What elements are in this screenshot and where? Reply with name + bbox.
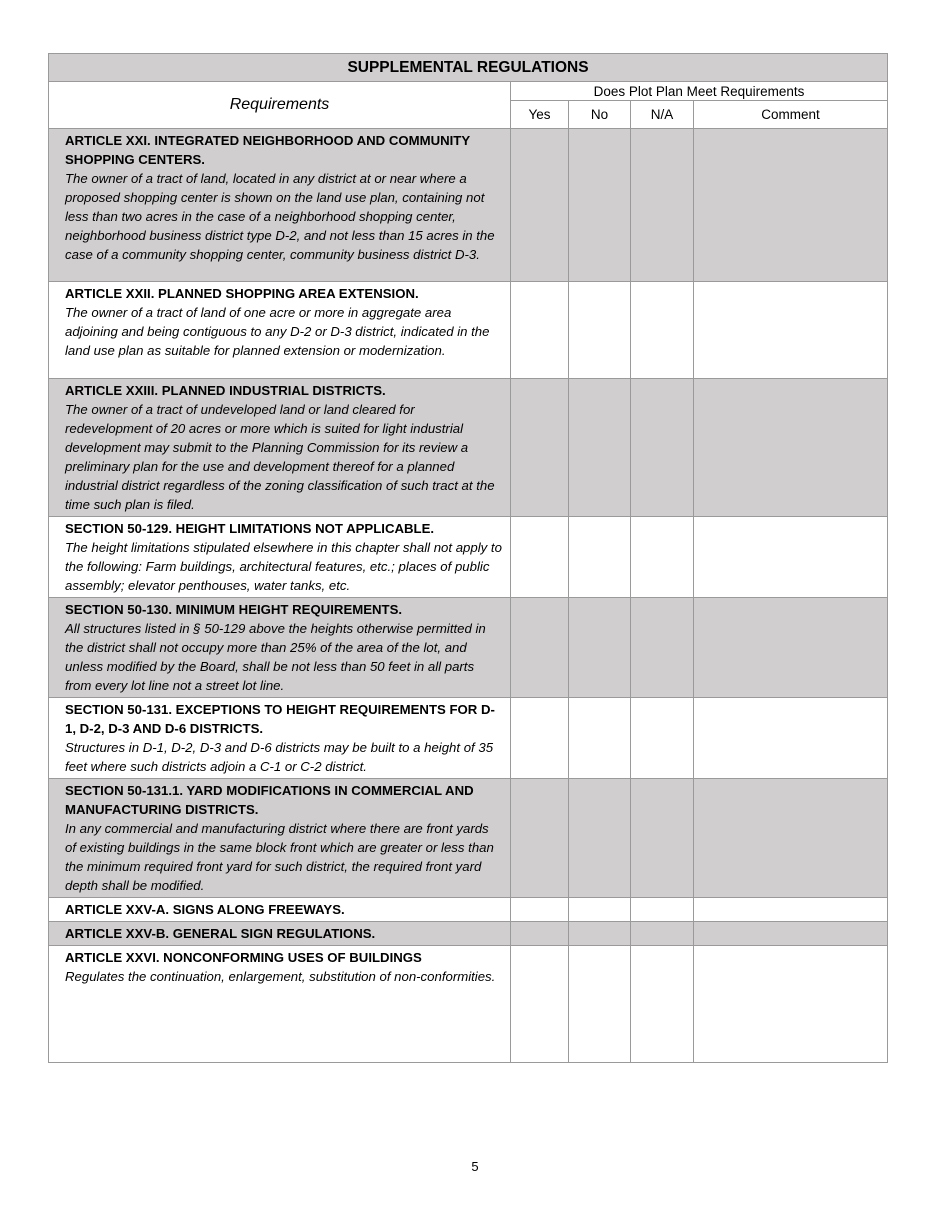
na-cell[interactable] (631, 517, 694, 598)
na-cell[interactable] (631, 698, 694, 779)
table-row (49, 379, 888, 517)
comment-column-header: Comment (694, 101, 888, 129)
table-row (49, 698, 888, 779)
requirement-cell (49, 379, 511, 517)
requirement-body: The owner of a tract of land, located in any district at or near where a proposed shopping center is shown on the land use plan, containing not less than two acres in the case of a neighborhood shopping center, neighborhood business district type D-2, and not less than 15 acres in the case of a community shopping center, community business district D-3. (65, 171, 495, 262)
comment-cell[interactable] (694, 898, 888, 922)
table-row (49, 282, 888, 379)
yes-cell[interactable] (511, 779, 569, 898)
na-cell[interactable] (631, 129, 694, 282)
requirement-cell (49, 598, 511, 698)
requirement-heading: SECTION 50-131.1. YARD MODIFICATIONS IN COMMERCIAL AND MANUFACTURING DISTRICTS. (65, 783, 474, 817)
requirement-heading: ARTICLE XXI. INTEGRATED NEIGHBORHOOD AND COMMUNITY SHOPPING CENTERS. (65, 133, 470, 167)
na-cell[interactable] (631, 598, 694, 698)
no-cell[interactable] (569, 779, 631, 898)
no-cell[interactable] (569, 598, 631, 698)
requirement-cell (49, 698, 511, 779)
requirement-body: The owner of a tract of land of one acre or more in aggregate area adjoining and being contiguous to any D-2 or D-3 district, indicated in the land use plan as suitable for planned extension or modernization. (65, 305, 490, 358)
yes-cell[interactable] (511, 922, 569, 946)
requirement-cell (49, 898, 511, 922)
comment-cell[interactable] (694, 282, 888, 379)
na-cell[interactable] (631, 946, 694, 1063)
comment-cell[interactable] (694, 698, 888, 779)
table-title: SUPPLEMENTAL REGULATIONS (49, 54, 888, 82)
comment-cell[interactable] (694, 517, 888, 598)
no-cell[interactable] (569, 379, 631, 517)
table-row (49, 779, 888, 898)
requirements-header: Requirements (49, 82, 511, 129)
comment-cell[interactable] (694, 946, 888, 1063)
comment-cell[interactable] (694, 379, 888, 517)
yes-cell[interactable] (511, 898, 569, 922)
requirement-cell (49, 517, 511, 598)
yes-cell[interactable] (511, 698, 569, 779)
requirement-heading: SECTION 50-129. HEIGHT LIMITATIONS NOT APPLICABLE. (65, 521, 435, 536)
requirement-cell (49, 922, 511, 946)
supplemental-regulations-table (48, 53, 888, 1063)
requirement-body: The owner of a tract of undeveloped land or land cleared for redevelopment of 20 acres or more which is suited for light industrial development may submit to the Planning Commission for its review a preliminary plan for the use and development thereof for a planned industrial district regardless of the zoning classification of such tract at the time such plan is filed. (65, 402, 495, 512)
yes-cell[interactable] (511, 282, 569, 379)
na-cell[interactable] (631, 898, 694, 922)
requirement-heading: ARTICLE XXIII. PLANNED INDUSTRIAL DISTRICTS. (65, 383, 386, 398)
table-row (49, 517, 888, 598)
na-cell[interactable] (631, 779, 694, 898)
yes-cell[interactable] (511, 946, 569, 1063)
comment-cell[interactable] (694, 598, 888, 698)
no-cell[interactable] (569, 129, 631, 282)
table-row (49, 946, 888, 1063)
na-cell[interactable] (631, 379, 694, 517)
no-cell[interactable] (569, 922, 631, 946)
requirement-body: In any commercial and manufacturing district where there are front yards of existing buildings in the same block front which are greater or less than the minimum required front yard for such district, the required front yard depth shall be modified. (65, 821, 494, 893)
na-column-header: N/A (631, 101, 694, 129)
requirement-heading: SECTION 50-130. MINIMUM HEIGHT REQUIREMENTS. (65, 602, 403, 617)
requirement-cell (49, 779, 511, 898)
comment-cell[interactable] (694, 922, 888, 946)
comment-cell[interactable] (694, 779, 888, 898)
yes-column-header: Yes (511, 101, 569, 129)
requirement-body: Structures in D-1, D-2, D-3 and D-6 districts may be built to a height of 35 feet where such districts adjoin a C-1 or C-2 district. (65, 740, 494, 774)
yes-cell[interactable] (511, 379, 569, 517)
no-cell[interactable] (569, 898, 631, 922)
requirement-heading: ARTICLE XXII. PLANNED SHOPPING AREA EXTENSION. (65, 286, 419, 301)
table-row (49, 598, 888, 698)
table-row (49, 922, 888, 946)
requirement-heading: ARTICLE XXVI. NONCONFORMING USES OF BUILDINGS (65, 950, 422, 965)
requirement-body: The height limitations stipulated elsewhere in this chapter shall not apply to the following: Farm buildings, architectural features, etc.; places of public assembly; elevator penthouses, water tanks, etc. (65, 540, 502, 593)
yes-cell[interactable] (511, 129, 569, 282)
yes-cell[interactable] (511, 517, 569, 598)
yes-cell[interactable] (511, 598, 569, 698)
plot-plan-group-header: Does Plot Plan Meet Requirements (511, 82, 888, 101)
page-number: 5 (471, 1159, 479, 1174)
no-cell[interactable] (569, 698, 631, 779)
table-row (49, 898, 888, 922)
requirement-heading: ARTICLE XXV-B. GENERAL SIGN REGULATIONS. (65, 926, 376, 941)
requirement-cell (49, 129, 511, 282)
na-cell[interactable] (631, 922, 694, 946)
requirement-body: Regulates the continuation, enlargement, substitution of non-conformities. (65, 969, 496, 984)
no-cell[interactable] (569, 517, 631, 598)
requirement-heading: ARTICLE XXV-A. SIGNS ALONG FREEWAYS. (65, 902, 345, 917)
comment-cell[interactable] (694, 129, 888, 282)
no-cell[interactable] (569, 282, 631, 379)
table-row (49, 129, 888, 282)
requirement-body: All structures listed in § 50-129 above the heights otherwise permitted in the district shall not occupy more than 25% of the area of the lot, and unless modified by the Board, shall be not less than 50 feet in all parts from every lot line not a street lot line. (65, 621, 486, 693)
requirement-cell (49, 946, 511, 1063)
no-column-header: No (569, 101, 631, 129)
na-cell[interactable] (631, 282, 694, 379)
requirement-heading: SECTION 50-131. EXCEPTIONS TO HEIGHT REQUIREMENTS FOR D-1, D-2, D-3 AND D-6 DISTRICTS. (65, 702, 495, 736)
requirement-cell (49, 282, 511, 379)
no-cell[interactable] (569, 946, 631, 1063)
